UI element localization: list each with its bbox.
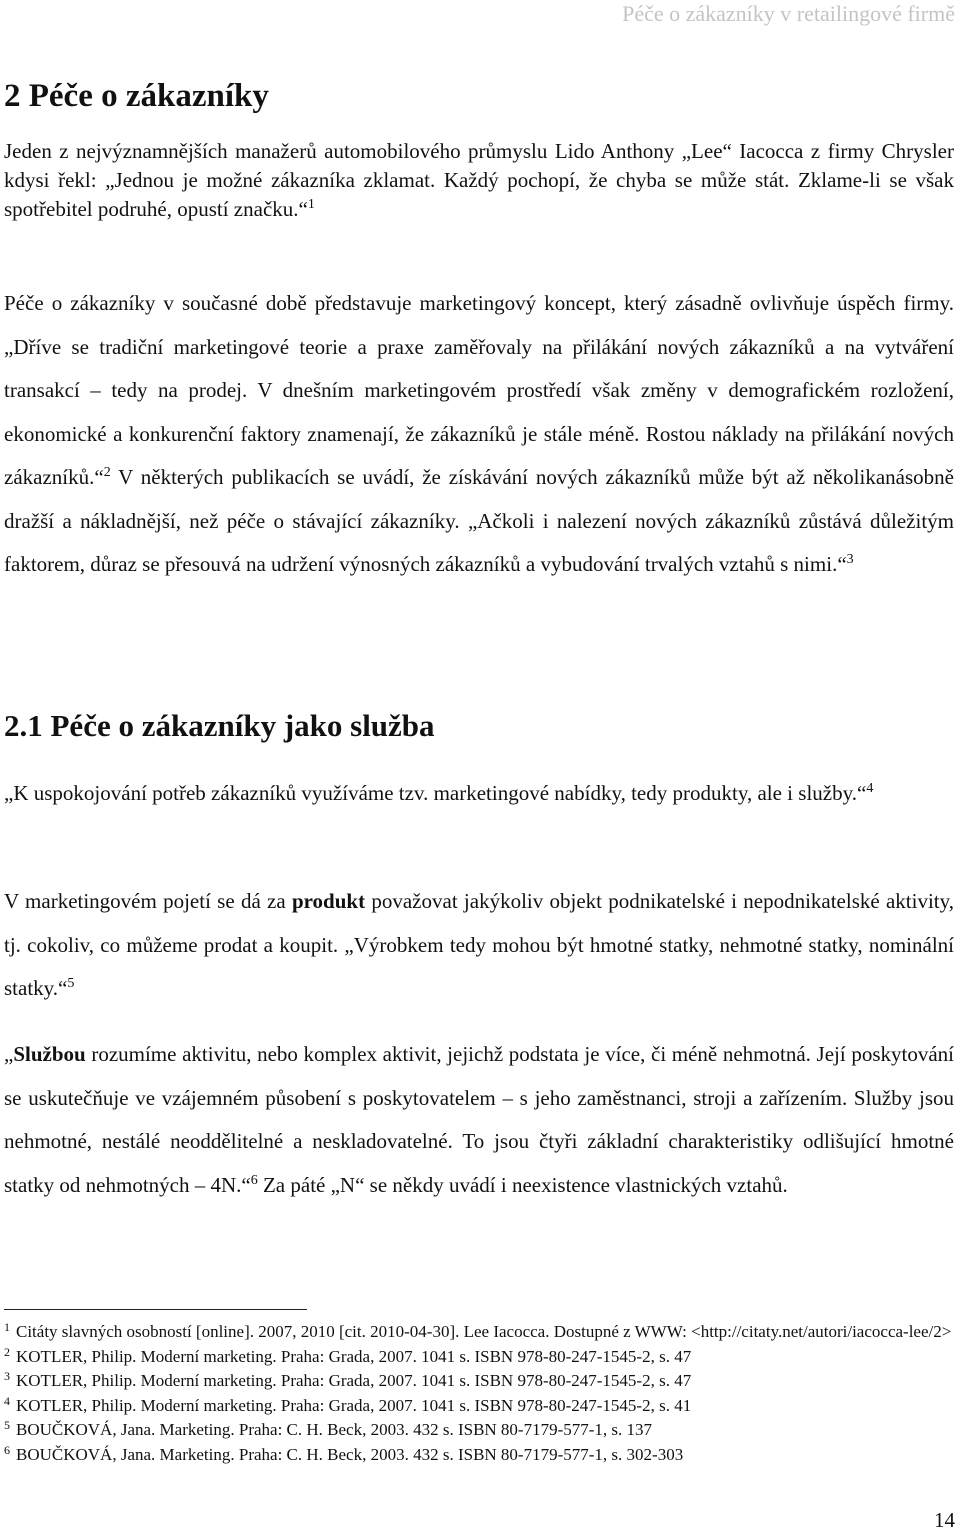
footnote-number: 3 (4, 1369, 10, 1383)
text-run: rozumíme aktivitu, nebo komplex aktivit, jejichž podstata je více, či méně nehmotná. Její poskytování se uskutečňuje ve vzájemném působení s poskytovatelem – s jeho zaměstnanci, stroji a zařízením. Služby jsou nehmotné, nestálé neoddělitelné a neskladovatelné. To jsou čtyři základní charakteristiky odlišující hmotné statky od nehmotných – 4N.“ (4, 1042, 954, 1197)
chapter-heading: 2 Péče o zákazníky (4, 78, 269, 114)
text-run: V marketingovém pojetí se dá za (4, 889, 292, 913)
footnote (4, 1369, 956, 1394)
footnote-number: 5 (4, 1418, 10, 1432)
footnote-number: 2 (4, 1344, 10, 1359)
section-heading: 2.1 Péče o zákazníky jako služba (4, 708, 435, 743)
footnote-number: 1 (4, 1320, 10, 1334)
footnote (4, 1345, 956, 1370)
section-paragraph-3 (4, 1033, 954, 1207)
section-paragraph-2 (4, 880, 954, 1011)
footnote-text: KOTLER, Philip. Moderní marketing. Praha: Grada, 2007. 1041 s. ISBN 978-80-247-1545-2, s. 41 (16, 1395, 692, 1415)
footnote (4, 1443, 956, 1468)
running-header: Péče o zákazníky v retailingové firmě (622, 1, 955, 26)
chapter-paragraph-2 (4, 282, 954, 587)
section-paragraph-1 (4, 771, 954, 816)
footnote-number: 6 (4, 1442, 10, 1457)
footnote-reference: 5 (67, 976, 75, 991)
bold-term: Službou (13, 1042, 86, 1066)
bold-term: produkt (291, 889, 366, 913)
footnote-text: BOUČKOVÁ, Jana. Marketing. Praha: C. H. Beck, 2003. 432 s. ISBN 80-7179-577-1, s. 302-303 (16, 1444, 684, 1464)
footnote-text: BOUČKOVÁ, Jana. Marketing. Praha: C. H. Beck, 2003. 432 s. ISBN 80-7179-577-1, s. 137 (16, 1420, 653, 1439)
footnote (4, 1394, 956, 1419)
footnote-text: KOTLER, Philip. Moderní marketing. Praha: Grada, 2007. 1041 s. ISBN 978-80-247-1545-2, s. 47 (16, 1371, 692, 1390)
text-run: Péče o zákazníky v současné době představuje marketingový koncept, který zásadně ovlivňuje úspěch firmy. „Dříve se tradiční marketingové teorie a praxe zaměřovaly na přilákání nových zákazníků a na vytváření transakcí – tedy na prodej. V dnešním marketingovém prostředí však změny v demografickém rozložení, ekonomické a konkurenční faktory znamenají, že zákazníků je stále méně. Rostou náklady na přilákání nových zákazníků.“ (4, 291, 954, 489)
footnote-reference: 1 (307, 197, 315, 212)
footnote-separator (4, 1309, 307, 1310)
footnote-text: Citáty slavných osobností [online]. 2007, 2010 [cit. 2010-04-30]. Lee Iacocca. Dostupné z WWW: <http://citaty.net/autori/iacocca-lee/2> (16, 1322, 952, 1341)
footnote-reference: 6 (250, 1172, 258, 1188)
page-number: 14 (934, 1508, 955, 1532)
text-run: „ (4, 1042, 14, 1066)
footnote (4, 1320, 956, 1345)
chapter-paragraph-1 (4, 137, 954, 224)
text-run: považovat jakýkoliv objekt podnikatelské i nepodnikatelské aktivity, tj. cokoliv, co můžeme prodat a koupit. „Výrobkem tedy mohou být hmotné statky, nehmotné statky, nominální statky.“ (4, 889, 955, 1000)
text-run: Jeden z nejvýznamnějších manažerů automobilového průmyslu Lido Anthony „Lee“ Iacocca z firmy Chrysler kdysi řekl: „Jednou je možné zákazníka zklamat. Každý pochopí, že chyba se může stát. Zklame-li se však spotřebitel podruhé, opustí značku.“ (4, 139, 954, 221)
footnote-reference: 2 (103, 465, 111, 480)
footnotes-list (4, 1320, 956, 1467)
footnote-reference: 3 (846, 552, 854, 567)
footnote-text: KOTLER, Philip. Moderní marketing. Praha: Grada, 2007. 1041 s. ISBN 978-80-247-1545-2, s. 47 (16, 1346, 692, 1366)
footnote-number: 4 (4, 1393, 10, 1408)
footnote (4, 1418, 956, 1443)
text-run: Za páté „N“ se někdy uvádí i neexistence vlastnických vztahů. (257, 1172, 788, 1197)
text-run: V některých publikacích se uvádí, že získávání nových zákazníků může být až několikanásobně dražší a nákladnější, než péče o stávající zákazníky. „Ačkoli i nalezení nových zákazníků zůstává důležitým faktorem, důraz se přesouvá na udržení výnosných zákazníků a vybudování trvalých vztahů s nimi.“ (4, 465, 954, 576)
footnote-reference: 4 (866, 781, 874, 796)
text-run: „K uspokojování potřeb zákazníků využíváme tzv. marketingové nabídky, tedy produkty, ale i služby.“ (4, 781, 867, 805)
